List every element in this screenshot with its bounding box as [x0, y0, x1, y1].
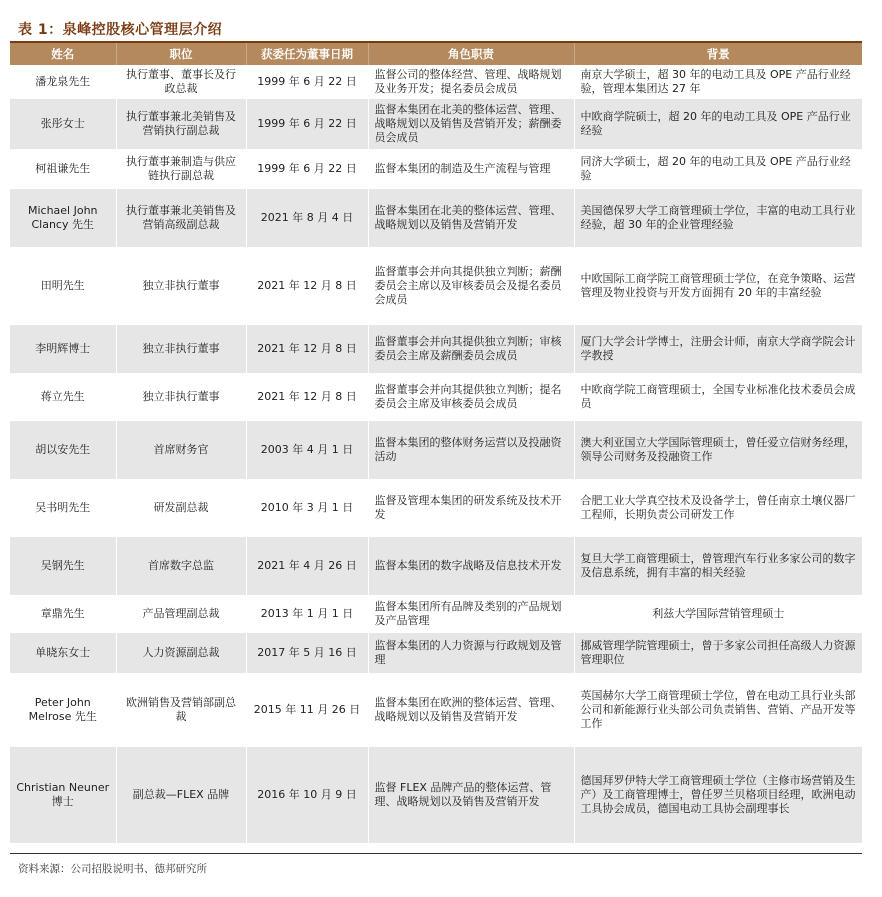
table-row [10, 373, 862, 421]
table-row [10, 747, 862, 843]
cell-background: 挪威管理学院管理硕士，曾于多家公司担任高级人力资源管理职位 [574, 633, 862, 673]
cell-position: 执行董事兼制造与供应链执行副总裁 [116, 149, 246, 189]
cell-date: 1999 年 6 月 22 日 [246, 149, 368, 189]
cell-background: 德国拜罗伊特大学工商管理硕士学位（主修市场营销及生产）及工商管理博士，曾任罗兰贝格项目经理，欧洲电动工具协会成员，德国电动工具协会副理事长 [574, 747, 862, 843]
cell-date: 2021 年 8 月 4 日 [246, 189, 368, 247]
cell-position: 首席数字总监 [116, 537, 246, 595]
cell-name: 胡以安先生 [10, 421, 116, 479]
cell-position: 人力资源副总裁 [116, 633, 246, 673]
cell-background: 南京大学硕士，超 30 年的电动工具及 OPE 产品行业经验，管理本集团达 27 年 [574, 65, 862, 99]
table-row [10, 325, 862, 373]
cell-position: 独立非执行董事 [116, 247, 246, 325]
cell-position: 独立非执行董事 [116, 325, 246, 373]
cell-position: 执行董事兼北美销售及营销执行副总裁 [116, 99, 246, 149]
cell-role: 监督 FLEX 品牌产品的整体运营、管理、战略规划以及销售及营销开发 [368, 747, 574, 843]
cell-date: 2021 年 4 月 26 日 [246, 537, 368, 595]
table-row [10, 479, 862, 537]
cell-role: 监督本集团在欧洲的整体运营、管理、战略规划以及销售及营销开发 [368, 673, 574, 747]
cell-background: 厦门大学会计学博士，注册会计师，南京大学商学院会计学教授 [574, 325, 862, 373]
table-row [10, 421, 862, 479]
cell-background: 中欧商学院硕士，超 20 年的电动工具及 OPE 产品行业经验 [574, 99, 862, 149]
cell-role: 监督本集团在北美的整体运营、管理、战略规划以及销售及营销开发；薪酬委员会成员 [368, 99, 574, 149]
management-table [10, 43, 862, 843]
table-row [10, 673, 862, 747]
cell-name: Michael John Clancy 先生 [10, 189, 116, 247]
cell-date: 2003 年 4 月 1 日 [246, 421, 368, 479]
cell-name: 潘龙泉先生 [10, 65, 116, 99]
cell-name: 柯祖谦先生 [10, 149, 116, 189]
column-header-position: 职位 [116, 43, 246, 65]
column-header-name: 姓名 [10, 43, 116, 65]
cell-name: 章鼎先生 [10, 595, 116, 633]
cell-date: 2010 年 3 月 1 日 [246, 479, 368, 537]
cell-name: 蒋立先生 [10, 373, 116, 421]
cell-name: 李明辉博士 [10, 325, 116, 373]
cell-role: 监督本集团的人力资源与行政规划及管理 [368, 633, 574, 673]
cell-role: 监督董事会并向其提供独立判断；薪酬委员会主席以及审核委员会及提名委员会成员 [368, 247, 574, 325]
cell-background: 同济大学硕士，超 20 年的电动工具及 OPE 产品行业经验 [574, 149, 862, 189]
cell-background: 中欧国际工商学院工商管理硕士学位，在竞争策略、运营管理及物业投资与开发方面拥有 20 年的丰富经验 [574, 247, 862, 325]
cell-role: 监督及管理本集团的研发系统及技术开发 [368, 479, 574, 537]
table-header-row [10, 43, 862, 65]
cell-background: 澳大利亚国立大学国际管理硕士，曾任爱立信财务经理，领导公司财务及投融资工作 [574, 421, 862, 479]
cell-name: 吴钢先生 [10, 537, 116, 595]
cell-position: 执行董事兼北美销售及营销高级副总裁 [116, 189, 246, 247]
cell-date: 2021 年 12 月 8 日 [246, 325, 368, 373]
cell-background: 美国德保罗大学工商管理硕士学位，丰富的电动工具行业经验，超 30 年的企业管理经验 [574, 189, 862, 247]
cell-name: Christian Neuner 博士 [10, 747, 116, 843]
cell-background: 合肥工业大学真空技术及设备学士，曾任南京土壤仪器厂工程师，长期负责公司研发工作 [574, 479, 862, 537]
cell-background: 中欧商学院工商管理硕士，全国专业标准化技术委员会成员 [574, 373, 862, 421]
column-header-background: 背景 [574, 43, 862, 65]
cell-name: 单晓东女士 [10, 633, 116, 673]
table-row [10, 149, 862, 189]
cell-role: 监督本集团的数字战略及信息技术开发 [368, 537, 574, 595]
cell-name: Peter John Melrose 先生 [10, 673, 116, 747]
cell-role: 监督董事会并向其提供独立判断；提名委员会主席及审核委员会成员 [368, 373, 574, 421]
cell-position: 产品管理副总裁 [116, 595, 246, 633]
table-row [10, 537, 862, 595]
cell-background: 利兹大学国际营销管理硕士 [574, 595, 862, 633]
cell-position: 执行董事、董事长及行政总裁 [116, 65, 246, 99]
cell-date: 2021 年 12 月 8 日 [246, 373, 368, 421]
table-row [10, 189, 862, 247]
cell-role: 监督公司的整体经营、管理、战略规划及业务开发；提名委员会成员 [368, 65, 574, 99]
cell-date: 1999 年 6 月 22 日 [246, 65, 368, 99]
cell-role: 监督董事会并向其提供独立判断；审核委员会主席及薪酬委员会成员 [368, 325, 574, 373]
cell-name: 吴书明先生 [10, 479, 116, 537]
cell-date: 2021 年 12 月 8 日 [246, 247, 368, 325]
table-row [10, 595, 862, 633]
cell-role: 监督本集团的整体财务运营以及投融资活动 [368, 421, 574, 479]
cell-position: 副总裁—FLEX 品牌 [116, 747, 246, 843]
cell-position: 研发副总裁 [116, 479, 246, 537]
column-header-date: 获委任为董事日期 [246, 43, 368, 65]
cell-role: 监督本集团所有品牌及类别的产品规划及产品管理 [368, 595, 574, 633]
cell-role: 监督本集团的制造及生产流程与管理 [368, 149, 574, 189]
cell-date: 2017 年 5 月 16 日 [246, 633, 368, 673]
source-note: 资料来源：公司招股说明书、德邦研究所 [18, 863, 207, 875]
table-title: 表 1：泉峰控股核心管理层介绍 [18, 22, 223, 38]
cell-date: 2015 年 11 月 26 日 [246, 673, 368, 747]
table-row [10, 247, 862, 325]
bottom-divider [10, 853, 862, 854]
cell-date: 2016 年 10 月 9 日 [246, 747, 368, 843]
table-row [10, 65, 862, 99]
column-header-role: 角色职责 [368, 43, 574, 65]
cell-position: 独立非执行董事 [116, 373, 246, 421]
cell-date: 2013 年 1 月 1 日 [246, 595, 368, 633]
cell-name: 田明先生 [10, 247, 116, 325]
cell-background: 复旦大学工商管理硕士，曾管理汽车行业多家公司的数字及信息系统，拥有丰富的相关经验 [574, 537, 862, 595]
cell-position: 首席财务官 [116, 421, 246, 479]
table-row [10, 99, 862, 149]
cell-date: 1999 年 6 月 22 日 [246, 99, 368, 149]
cell-name: 张彤女士 [10, 99, 116, 149]
cell-background: 英国赫尔大学工商管理硕士学位，曾在电动工具行业头部公司和新能源行业头部公司负责销售、营销、产品开发等工作 [574, 673, 862, 747]
table-row [10, 633, 862, 673]
cell-role: 监督本集团在北美的整体运营、管理、战略规划以及销售及营销开发 [368, 189, 574, 247]
cell-position: 欧洲销售及营销部副总裁 [116, 673, 246, 747]
